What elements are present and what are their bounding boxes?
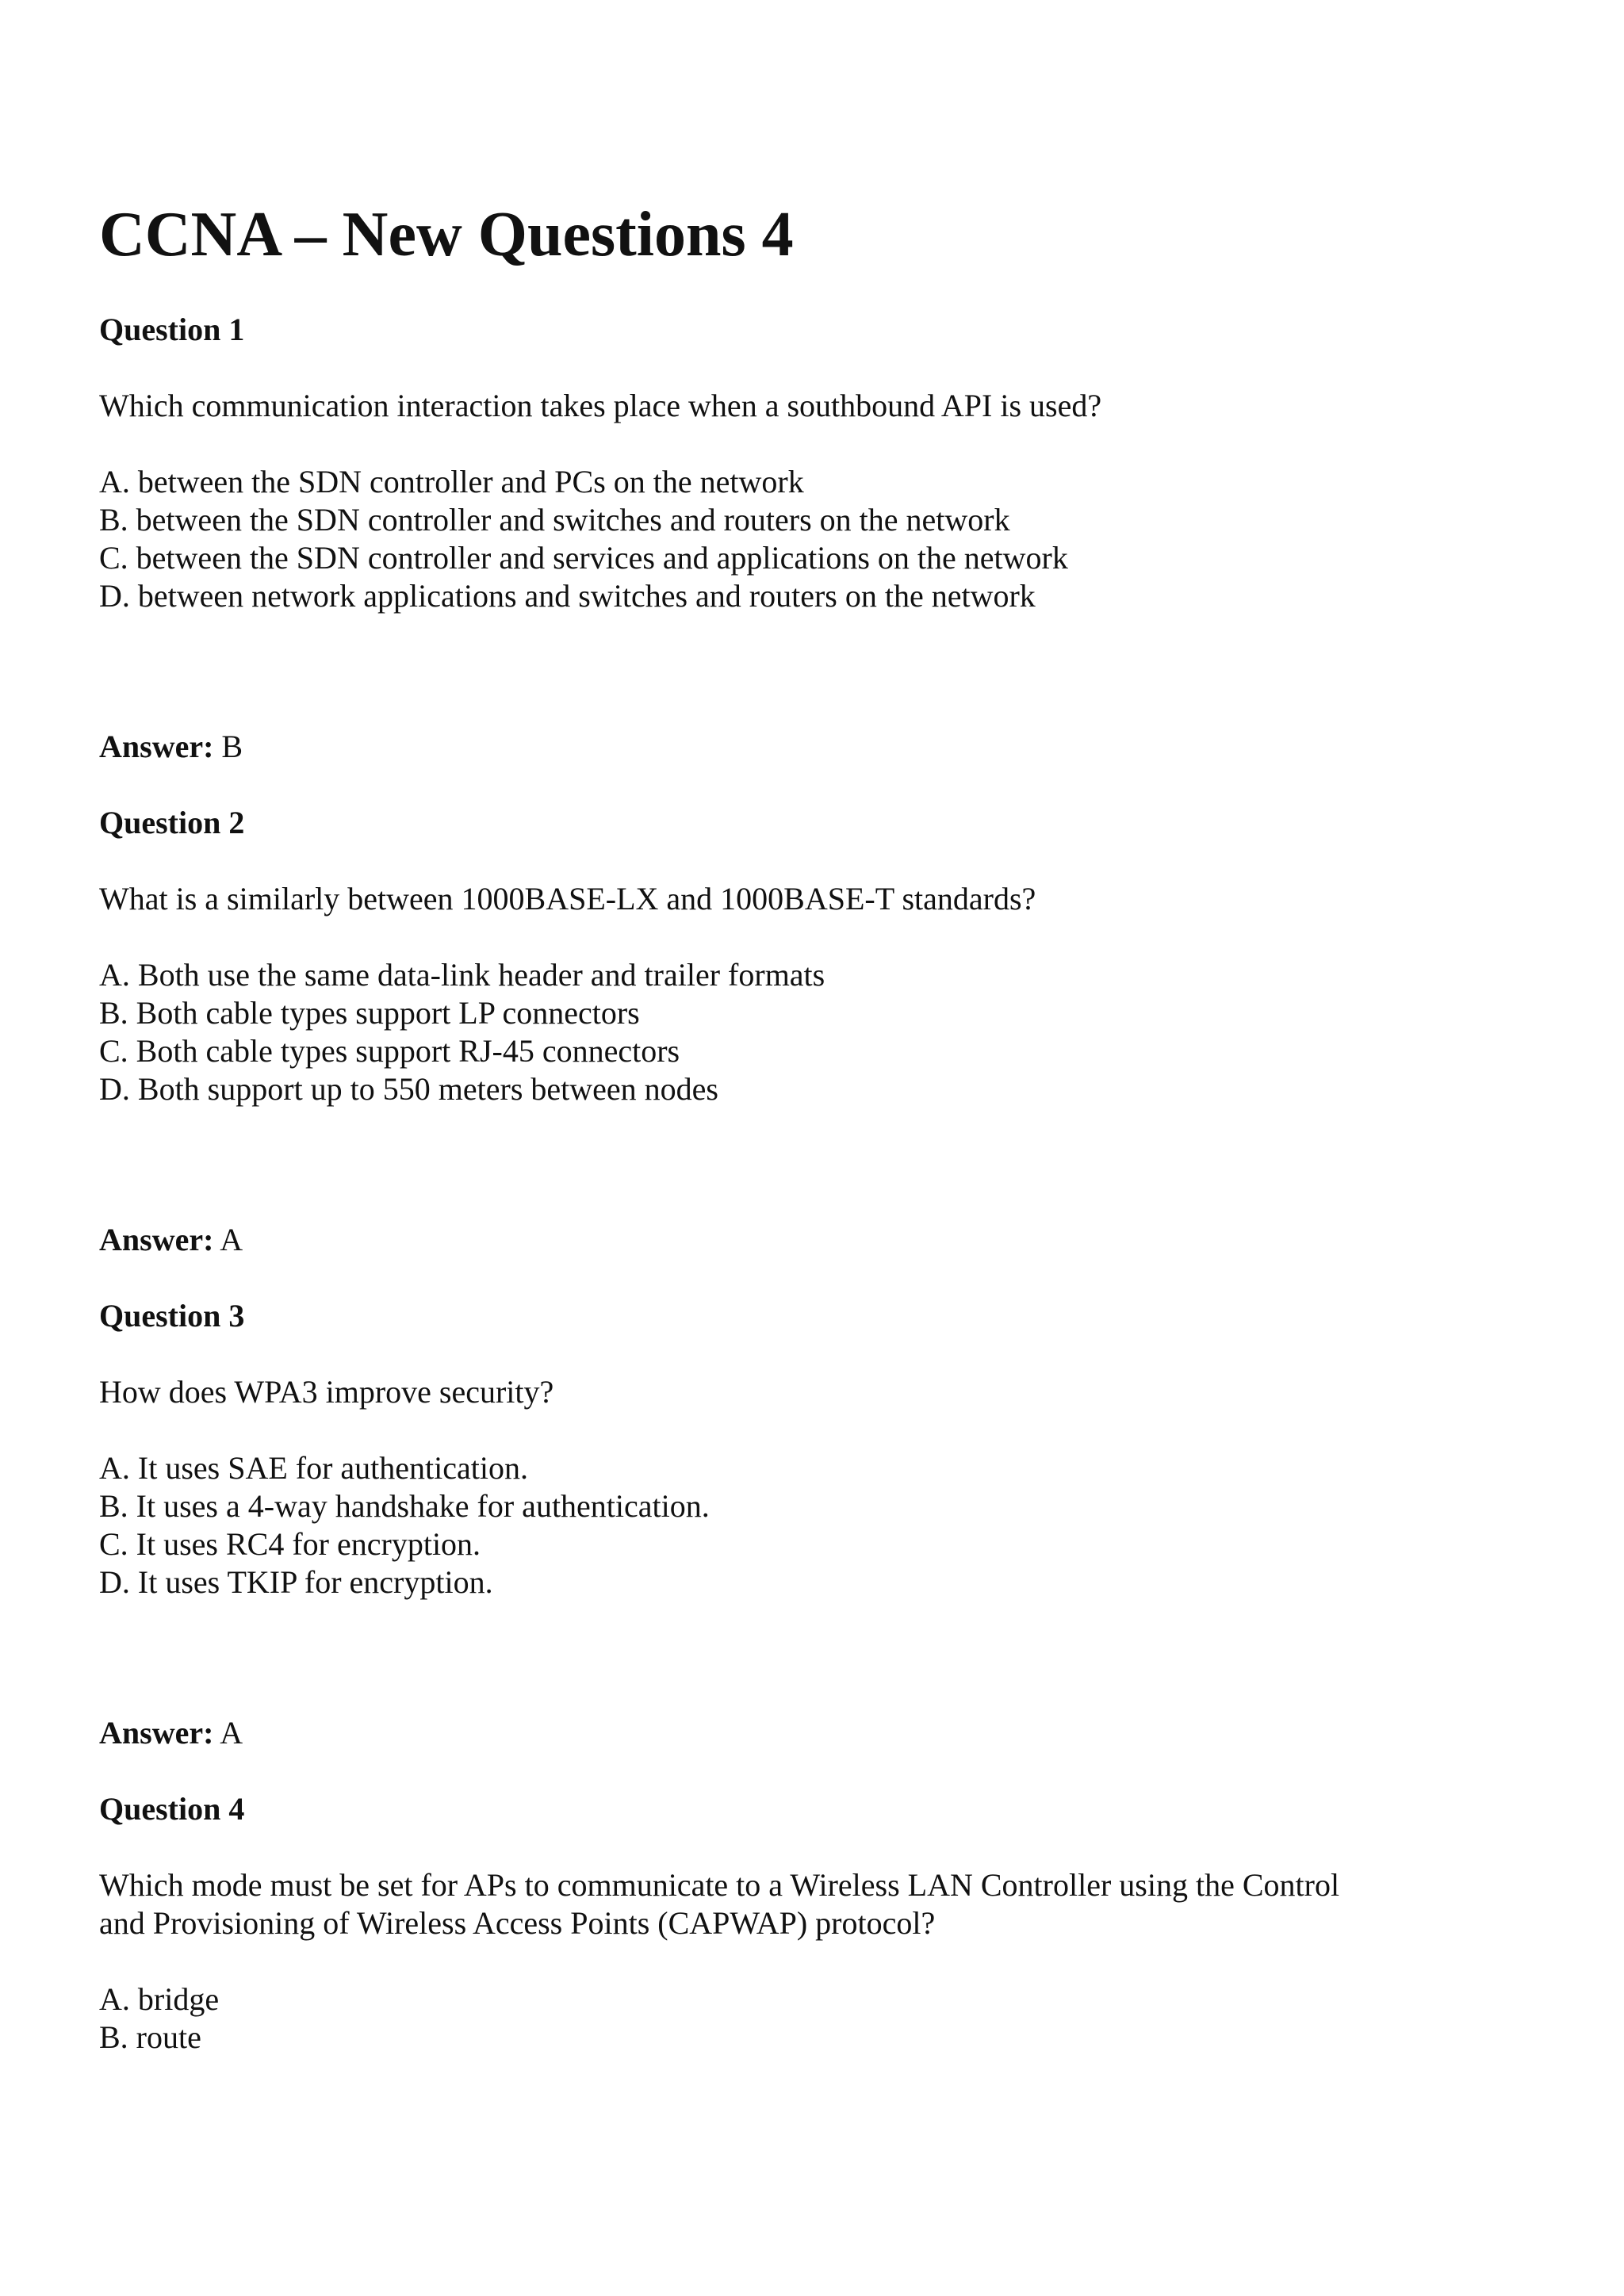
- question-2-options: [99, 956, 825, 1108]
- question-3-option-d: D. It uses TKIP for encryption.: [99, 1564, 493, 1600]
- page-title: CCNA – New Questions 4: [99, 200, 794, 270]
- question-3-option-c: C. It uses RC4 for encryption.: [99, 1526, 481, 1562]
- question-3-text: How does WPA3 improve security?: [99, 1374, 554, 1410]
- question-4-heading: Question 4: [99, 1791, 245, 1827]
- question-1-options: [99, 463, 1068, 615]
- question-3-option-b: B. It uses a 4-way handshake for authentication.: [99, 1488, 710, 1524]
- question-2-answer: [99, 1221, 243, 1259]
- question-3-option-a: A. It uses SAE for authentication.: [99, 1450, 528, 1486]
- answer-label: Answer:: [99, 729, 214, 764]
- question-2-heading: Question 2: [99, 805, 245, 840]
- question-1-option-b: B. between the SDN controller and switches and routers on the network: [99, 502, 1010, 538]
- question-4-text-line-1: Which mode must be set for APs to communicate to a Wireless LAN Controller using the Control: [99, 1867, 1340, 1903]
- question-2-option-c: C. Both cable types support RJ-45 connectors: [99, 1033, 680, 1069]
- question-3-answer: [99, 1714, 243, 1752]
- answer-label: Answer:: [99, 1222, 214, 1257]
- question-1-answer: [99, 728, 243, 766]
- question-2-option-d: D. Both support up to 550 meters between nodes: [99, 1071, 718, 1107]
- question-4-options: [99, 1980, 219, 2057]
- question-4-option-a: A. bridge: [99, 1981, 220, 2017]
- question-1-text: Which communication interaction takes place when a southbound API is used?: [99, 388, 1102, 423]
- question-1-option-c: C. between the SDN controller and services and applications on the network: [99, 540, 1068, 576]
- question-1-option-a: A. between the SDN controller and PCs on the network: [99, 464, 804, 499]
- question-2-text: What is a similarly between 1000BASE-LX and 1000BASE-T standards?: [99, 881, 1036, 916]
- question-2-option-b: B. Both cable types support LP connectors: [99, 995, 640, 1031]
- question-3-options: [99, 1449, 710, 1601]
- question-4-text-line-2: and Provisioning of Wireless Access Points (CAPWAP) protocol?: [99, 1905, 936, 1941]
- answer-value: A: [220, 1222, 243, 1257]
- answer-label: Answer:: [99, 1715, 214, 1751]
- question-1-option-d: D. between network applications and switches and routers on the network: [99, 578, 1036, 614]
- question-4-option-b: B. route: [99, 2019, 201, 2055]
- question-3-heading: Question 3: [99, 1298, 245, 1334]
- answer-value: A: [220, 1715, 243, 1751]
- question-1-heading: Question 1: [99, 312, 245, 347]
- answer-value: B: [221, 729, 243, 764]
- question-2-option-a: A. Both use the same data-link header and trailer formats: [99, 957, 825, 993]
